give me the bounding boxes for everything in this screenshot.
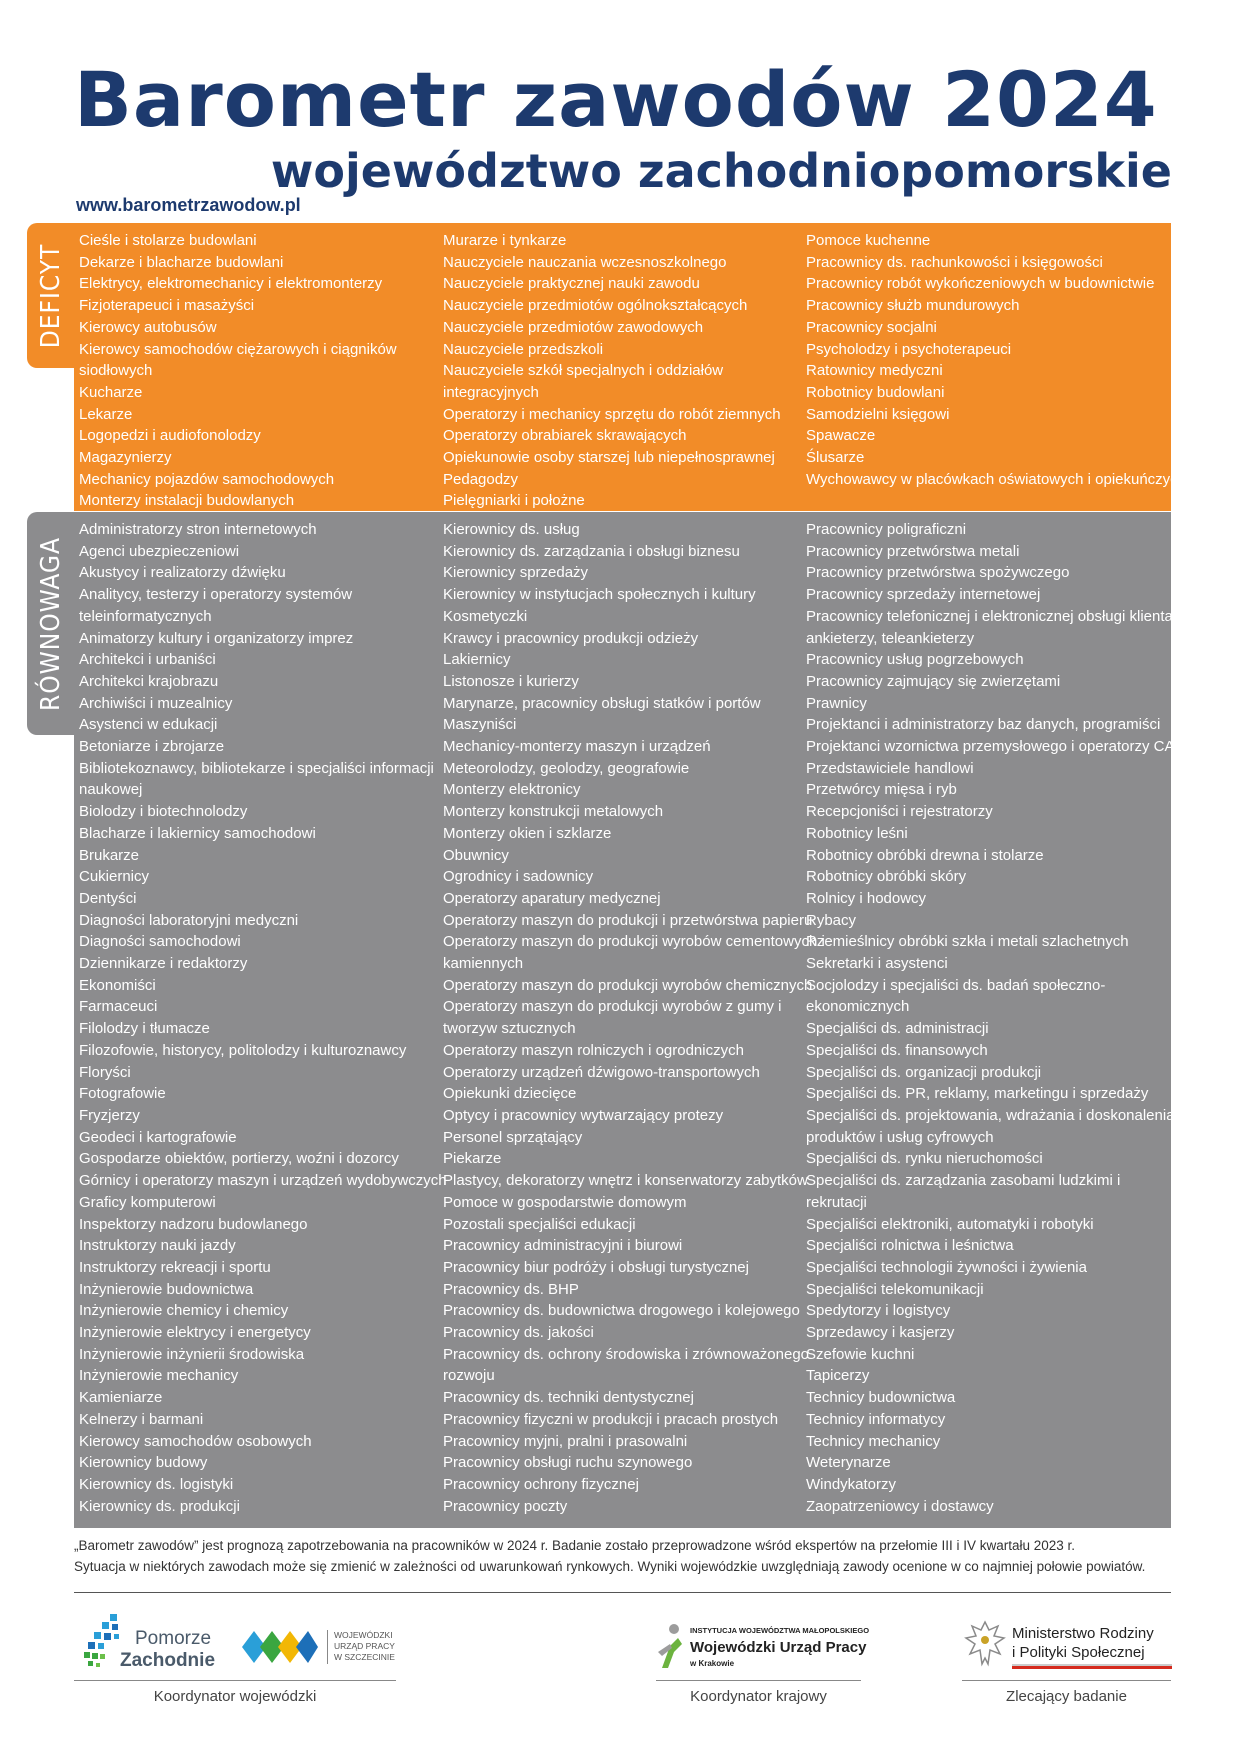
occupation-item: Marynarze, pracownicy obsługi statków i portów xyxy=(443,694,761,712)
occupation-item: Instruktorzy rekreacji i sportu xyxy=(79,1258,271,1276)
occupation-item: Inżynierowie inżynierii środowiska xyxy=(79,1345,305,1363)
footnote xyxy=(74,1535,1174,1577)
occupation-item: Kierownicy ds. usług xyxy=(443,521,580,538)
occupation-item: Cukiernicy xyxy=(79,868,150,886)
occupation-item: Nauczyciele szkół specjalnych i oddziałów xyxy=(443,362,724,380)
occupation-item: Murarze i tynkarze xyxy=(443,232,567,249)
occupation-item: Pracownicy służb mundurowych xyxy=(806,297,1020,315)
occupation-item: Socjolodzy i specjaliści ds. badań społeczno- xyxy=(806,976,1106,994)
occupation-item: Graficy komputerowi xyxy=(79,1193,216,1211)
occupation-item: Mechanicy-monterzy maszyn i urządzeń xyxy=(443,738,711,756)
occupation-item: Pracownicy robót wykończeniowych w budownictwie xyxy=(806,275,1155,293)
occupation-item: Przetwórcy mięsa i ryb xyxy=(806,781,957,799)
occupation-item: Pomoce w gospodarstwie domowym xyxy=(443,1193,687,1211)
occupation-item: Weterynarze xyxy=(806,1454,891,1472)
occupation-item: Kierownicy w instytucjach społecznych i kultury xyxy=(443,586,756,604)
deficyt-column-1 xyxy=(79,230,434,512)
deficyt-label: DEFICYT xyxy=(35,243,66,348)
occupation-item: Magazynierzy xyxy=(79,449,172,467)
footnote-line-2: Sytuacja w niektórych zawodach może się zmienić w zależności od uwarunkowań rynkowych. Wyniki wojewódzkie uwzględniają zawody ocenione w co najmniej połowie powiatów. xyxy=(74,1559,1146,1574)
occupation-item: Sprzedawcy i kasjerzy xyxy=(806,1324,955,1342)
occupation-item: Projektanci wzornictwa przemysłowego i operatorzy CAD xyxy=(806,738,1186,756)
occupation-item: Pracownicy sprzedaży internetowej xyxy=(806,586,1041,604)
occupation-item: ankieterzy, teleankieterzy xyxy=(806,629,975,647)
wup-krakow-main-text: Wojewódzki Urząd Pracy xyxy=(690,1639,867,1656)
ministry-flag-red xyxy=(1012,1666,1172,1669)
occupation-item: Operatorzy maszyn do produkcji wyrobów z gumy i xyxy=(443,998,782,1016)
occupation-item: Pracownicy usług pogrzebowych xyxy=(806,651,1024,669)
occupation-item: Animatorzy kultury i organizatorzy imprez xyxy=(79,629,354,647)
occupation-item: Pracownicy obsługi ruchu szynowego xyxy=(443,1454,693,1472)
occupation-item: Operatorzy obrabiarek skrawających xyxy=(443,427,687,445)
occupation-item: Nauczyciele nauczania wczesnoszkolnego xyxy=(443,253,727,271)
occupation-item: Operatorzy i mechanicy sprzętu do robót ziemnych xyxy=(443,405,781,423)
occupation-item: Pracownicy przetwórstwa metali xyxy=(806,542,1020,560)
occupation-item: Bibliotekoznawcy, bibliotekarze i specjaliści informacji xyxy=(79,759,434,777)
occupation-item: Monterzy okien i szklarze xyxy=(443,824,612,842)
occupation-item: Pomoce kuchenne xyxy=(806,232,931,249)
occupation-item: rekrutacji xyxy=(806,1193,867,1211)
occupation-item: Specjaliści ds. rynku nieruchomości xyxy=(806,1150,1043,1168)
wup-szczecin-logo-icon xyxy=(240,1625,320,1669)
rownowaga-section xyxy=(74,512,1186,1528)
rownowaga-tab xyxy=(27,512,74,735)
occupation-item: Fotografowie xyxy=(79,1085,166,1103)
occupation-item: Nauczyciele przedmiotów zawodowych xyxy=(443,318,704,336)
occupation-item: Operatorzy maszyn do produkcji i przetwórstwa papieru xyxy=(443,911,813,929)
occupation-item: Szefowie kuchni xyxy=(806,1345,915,1363)
occupation-item: Operatorzy aparatury medycznej xyxy=(443,889,661,907)
occupation-item: Kierownicy ds. logistyki xyxy=(79,1475,234,1493)
occupation-item: Listonosze i kurierzy xyxy=(443,672,579,690)
occupation-item: Pracownicy ds. budownictwa drogowego i kolejowego xyxy=(443,1302,800,1320)
wup-krakow-city-text: w Krakowie xyxy=(690,1659,735,1668)
occupation-item: Specjaliści technologii żywności i żywienia xyxy=(806,1258,1087,1276)
occupation-item: produktów i usług cyfrowych xyxy=(806,1128,994,1146)
rownowaga-label: RÓWNOWAGA xyxy=(35,536,66,711)
occupation-item: Obuwnicy xyxy=(443,846,509,864)
page-title: Barometr zawodów 2024 xyxy=(74,55,1158,144)
occupation-item: Windykatorzy xyxy=(806,1475,897,1493)
occupation-item: Operatorzy maszyn do produkcji wyrobów cementowych i xyxy=(443,933,825,951)
occupation-item: Brukarze xyxy=(79,846,140,864)
occupation-item: Przedstawiciele handlowi xyxy=(806,759,974,777)
occupation-item: Diagności samochodowi xyxy=(79,933,241,951)
occupation-item: Monterzy konstrukcji metalowych xyxy=(443,803,664,821)
occupation-item: Samodzielni księgowi xyxy=(806,405,950,423)
occupation-item: Ślusarze xyxy=(806,449,865,467)
wup-szczecin-divider xyxy=(327,1630,328,1664)
occupation-item: Pracownicy telefonicznej i elektronicznej obsługi klienta, xyxy=(806,607,1178,625)
caption-rule-left xyxy=(74,1680,396,1681)
occupation-item: rozwoju xyxy=(443,1367,495,1385)
occupation-item: Specjaliści ds. administracji xyxy=(806,1020,989,1038)
wup-szczecin-line-2: URZĄD PRACY xyxy=(334,1641,395,1651)
wup-krakow-logo-icon xyxy=(656,1622,686,1670)
occupation-item: Robotnicy obróbki drewna i stolarze xyxy=(806,846,1044,864)
caption-left: Koordynator wojewódzki xyxy=(153,1688,317,1705)
occupation-item: siodłowych xyxy=(79,362,153,380)
occupation-item: Kosmetyczki xyxy=(443,607,528,625)
occupation-item: Monterzy instalacji budowlanych xyxy=(79,492,295,510)
occupation-item: Ogrodnicy i sadownicy xyxy=(443,868,594,886)
occupation-item: Pracownicy socjalni xyxy=(806,318,937,336)
occupation-item: Instruktorzy nauki jazdy xyxy=(79,1237,236,1255)
occupation-item: Dekarze i blacharze budowlani xyxy=(79,253,284,271)
occupation-item: Cieśle i stolarze budowlani xyxy=(79,232,257,249)
ministry-line-2: i Polityki Społecznej xyxy=(1012,1644,1145,1661)
occupation-item: Pracownicy zajmujący się zwierzętami xyxy=(806,672,1061,690)
occupation-item: Pracownicy przetwórstwa spożywczego xyxy=(806,564,1070,582)
occupation-item: Rybacy xyxy=(806,911,857,929)
rownowaga-column-2 xyxy=(443,519,825,1517)
caption-rule-right xyxy=(962,1680,1171,1681)
occupation-item: Nauczyciele przedmiotów ogólnokształcących xyxy=(443,297,748,315)
occupation-item: Pracownicy ds. jakości xyxy=(443,1324,594,1342)
occupation-item: Fizjoterapeuci i masażyści xyxy=(79,297,255,315)
deficyt-section xyxy=(74,223,1187,511)
ministry-line-1: Ministerstwo Rodziny xyxy=(1012,1625,1154,1642)
occupation-item: Filozofowie, historycy, politolodzy i kulturoznawcy xyxy=(79,1041,407,1059)
occupation-item: Gospodarze obiektów, portierzy, woźni i dozorcy xyxy=(79,1150,399,1168)
occupation-item: Wychowawcy w placówkach oświatowych i opiekuńczych xyxy=(806,470,1187,488)
occupation-item: Opiekunki dziecięce xyxy=(443,1085,577,1103)
footer-divider xyxy=(74,1592,1171,1593)
occupation-item: Meteorolodzy, geolodzy, geografowie xyxy=(443,759,690,777)
occupation-item: Pracownicy ds. techniki dentystycznej xyxy=(443,1389,694,1407)
occupation-item: Operatorzy maszyn do produkcji wyrobów chemicznych xyxy=(443,976,813,994)
occupation-item: Specjaliści ds. zarządzania zasobami ludzkimi i xyxy=(806,1172,1121,1190)
occupation-item: Rzemieślnicy obróbki szkła i metali szlachetnych xyxy=(806,933,1129,951)
deficyt-column-3 xyxy=(806,230,1187,490)
occupation-item: Pielęgniarki i położne xyxy=(443,492,585,510)
occupation-item: Kierowcy samochodów ciężarowych i ciągników xyxy=(79,340,397,358)
occupation-item: Kamieniarze xyxy=(79,1389,163,1407)
occupation-item: Blacharze i lakiernicy samochodowi xyxy=(79,824,316,842)
occupation-item: Administratorzy stron internetowych xyxy=(79,521,317,538)
caption-center: Koordynator krajowy xyxy=(690,1688,827,1705)
deficyt-column-2 xyxy=(443,230,798,512)
occupation-item: Inspektorzy nadzoru budowlanego xyxy=(79,1215,308,1233)
occupation-item: Psycholodzy i psychoterapeuci xyxy=(806,340,1012,358)
occupation-item: Kierownicy ds. zarządzania i obsługi biznesu xyxy=(443,542,740,560)
occupation-item: Prawnicy xyxy=(806,694,867,712)
occupation-item: Dziennikarze i redaktorzy xyxy=(79,955,248,973)
occupation-item: Diagności laboratoryjni medyczni xyxy=(79,911,299,929)
occupation-item: teleinformatycznych xyxy=(79,607,212,625)
occupation-item: Pracownicy administracyjni i biurowi xyxy=(443,1237,683,1255)
eagle-emblem-icon xyxy=(962,1618,1008,1668)
occupation-item: Architekci i urbaniści xyxy=(79,651,216,669)
occupation-item: Pracownicy poligraficzni xyxy=(806,521,967,538)
occupation-item: Pracownicy ochrony fizycznej xyxy=(443,1475,639,1493)
occupation-item: Kucharze xyxy=(79,383,143,401)
occupation-item: Pracownicy poczty xyxy=(443,1497,568,1515)
occupation-item: Pracownicy myjni, pralni i prasowalni xyxy=(443,1432,688,1450)
occupation-item: Sekretarki i asystenci xyxy=(806,955,948,973)
occupation-item: integracyjnych xyxy=(443,383,539,401)
occupation-item: Pracownicy biur podróży i obsługi turystycznej xyxy=(443,1258,749,1276)
occupation-item: Agenci ubezpieczeniowi xyxy=(79,542,240,560)
caption-right: Zlecający badanie xyxy=(1006,1688,1127,1705)
occupation-item: Maszyniści xyxy=(443,716,517,734)
occupation-item: Pracownicy ds. BHP xyxy=(443,1280,579,1298)
occupation-item: Specjaliści ds. projektowania, wdrażania i doskonalenia xyxy=(806,1106,1175,1124)
wup-krakow-small-text: INSTYTUCJA WOJEWÓDZTWA MAŁOPOLSKIEGO xyxy=(690,1626,870,1635)
occupation-item: Optycy i pracownicy wytwarzający protezy xyxy=(443,1106,724,1124)
occupation-item: Zaopatrzeniowcy i dostawcy xyxy=(806,1497,994,1515)
occupation-item: Spedytorzy i logistycy xyxy=(806,1302,951,1320)
occupation-item: Kierownicy sprzedaży xyxy=(443,564,589,582)
occupation-item: Operatorzy maszyn rolniczych i ogrodniczych xyxy=(443,1041,744,1059)
occupation-item: Krawcy i pracownicy produkcji odzieży xyxy=(443,629,699,647)
occupation-item: Betoniarze i zbrojarze xyxy=(79,738,225,756)
occupation-item: Piekarze xyxy=(443,1150,502,1168)
occupation-item: tworzyw sztucznych xyxy=(443,1020,576,1038)
caption-rule-center xyxy=(656,1680,861,1681)
page-subtitle: województwo zachodniopomorskie xyxy=(270,144,1172,198)
occupation-item: kamiennych xyxy=(443,955,524,973)
occupation-item: Pracownicy ds. ochrony środowiska i zrównoważonego xyxy=(443,1345,810,1363)
occupation-item: Rolnicy i hodowcy xyxy=(806,889,927,907)
occupation-item: Elektrycy, elektromechanicy i elektromonterzy xyxy=(79,275,383,293)
occupation-item: Logopedzi i audiofonolodzy xyxy=(79,427,261,445)
occupation-item: Floryści xyxy=(79,1063,131,1081)
occupation-item: Spawacze xyxy=(806,427,876,445)
rownowaga-column-1 xyxy=(79,519,447,1517)
occupation-item: Kierowcy autobusów xyxy=(79,318,217,336)
occupation-item: ekonomicznych xyxy=(806,998,910,1016)
occupation-item: Analitycy, testerzy i operatorzy systemów xyxy=(79,586,353,604)
occupation-item: Dentyści xyxy=(79,889,137,907)
occupation-item: Akustycy i realizatorzy dźwięku xyxy=(79,564,286,582)
occupation-item: Kierownicy ds. produkcji xyxy=(79,1497,240,1515)
occupation-item: Specjaliści ds. finansowych xyxy=(806,1041,988,1059)
occupation-item: Pracownicy ds. rachunkowości i księgowości xyxy=(806,253,1103,271)
occupation-item: Specjaliści ds. organizacji produkcji xyxy=(806,1063,1042,1081)
occupation-item: Biolodzy i biotechnolodzy xyxy=(79,803,248,821)
wup-szczecin-line-3: W SZCZECINIE xyxy=(334,1652,395,1662)
occupation-item: Archiwiści i muzealnicy xyxy=(79,694,233,712)
footnote-line-1: „Barometr zawodów” jest prognozą zapotrzebowania na pracowników w 2024 r. Badanie zostało przeprowadzone wśród ekspertów na przełomie III i IV kwartału 2023 r. xyxy=(74,1538,1076,1553)
occupation-item: Pracownicy fizyczni w produkcji i pracach prostych xyxy=(443,1410,779,1428)
pomorze-line-1: Pomorze xyxy=(135,1628,212,1649)
occupation-item: Pedagodzy xyxy=(443,470,519,488)
rownowaga-column-3 xyxy=(806,519,1186,1517)
occupation-item: Mechanicy pojazdów samochodowych xyxy=(79,470,335,488)
occupation-item: Kierowcy samochodów osobowych xyxy=(79,1432,312,1450)
occupation-item: Górnicy i operatorzy maszyn i urządzeń wydobywczych xyxy=(79,1172,447,1190)
occupation-item: Kierownicy budowy xyxy=(79,1454,208,1472)
deficyt-tab xyxy=(27,223,74,368)
occupation-item: Fryzjerzy xyxy=(79,1106,140,1124)
occupation-item: Technicy budownictwa xyxy=(806,1389,956,1407)
occupation-item: Geodeci i kartografowie xyxy=(79,1128,237,1146)
occupation-item: Ekonomiści xyxy=(79,976,156,994)
occupation-item: Plastycy, dekoratorzy wnętrz i konserwatorzy zabytków xyxy=(443,1172,808,1190)
occupation-item: Recepcjoniści i rejestratorzy xyxy=(806,803,993,821)
occupation-item: Specjaliści telekomunikacji xyxy=(806,1280,984,1298)
pomorze-line-2: Zachodnie xyxy=(120,1650,216,1671)
occupation-item: Personel sprzątający xyxy=(443,1128,583,1146)
occupation-item: Inżynierowie mechanicy xyxy=(79,1367,239,1385)
occupation-item: Projektanci i administratorzy baz danych, programiści xyxy=(806,716,1161,734)
occupation-item: Robotnicy obróbki skóry xyxy=(806,868,967,886)
occupation-item: Kelnerzy i barmani xyxy=(79,1410,204,1428)
occupation-item: naukowej xyxy=(79,781,143,799)
occupation-item: Inżynierowie budownictwa xyxy=(79,1280,254,1298)
occupation-item: Specjaliści elektroniki, automatyki i robotyki xyxy=(806,1215,1094,1233)
occupation-item: Specjaliści ds. PR, reklamy, marketingu i sprzedaży xyxy=(806,1085,1149,1103)
occupation-item: Nauczyciele praktycznej nauki zawodu xyxy=(443,275,700,293)
occupation-item: Pozostali specjaliści edukacji xyxy=(443,1215,636,1233)
occupation-item: Nauczyciele przedszkoli xyxy=(443,340,604,358)
occupation-item: Architekci krajobrazu xyxy=(79,672,219,690)
occupation-item: Robotnicy leśni xyxy=(806,824,908,842)
occupation-item: Technicy informatycy xyxy=(806,1410,946,1428)
occupation-item: Farmaceuci xyxy=(79,998,158,1016)
occupation-item: Robotnicy budowlani xyxy=(806,383,945,401)
occupation-item: Inżynierowie chemicy i chemicy xyxy=(79,1302,289,1320)
website-link[interactable]: www.barometrzawodow.pl xyxy=(76,195,301,215)
occupation-item: Filolodzy i tłumacze xyxy=(79,1020,210,1038)
occupation-item: Asystenci w edukacji xyxy=(79,716,218,734)
occupation-item: Technicy mechanicy xyxy=(806,1432,941,1450)
occupation-item: Monterzy elektronicy xyxy=(443,781,581,799)
occupation-item: Inżynierowie elektrycy i energetycy xyxy=(79,1324,311,1342)
occupation-item: Lakiernicy xyxy=(443,651,511,669)
wup-szczecin-line-1: WOJEWÓDZKI xyxy=(334,1630,393,1640)
occupation-item: Tapicerzy xyxy=(806,1367,870,1385)
occupation-item: Operatorzy urządzeń dźwigowo-transportowych xyxy=(443,1063,760,1081)
occupation-item: Opiekunowie osoby starszej lub niepełnosprawnej xyxy=(443,449,775,467)
occupation-item: Specjaliści rolnictwa i leśnictwa xyxy=(806,1237,1014,1255)
occupation-item: Ratownicy medyczni xyxy=(806,362,943,380)
occupation-item: Lekarze xyxy=(79,405,133,423)
